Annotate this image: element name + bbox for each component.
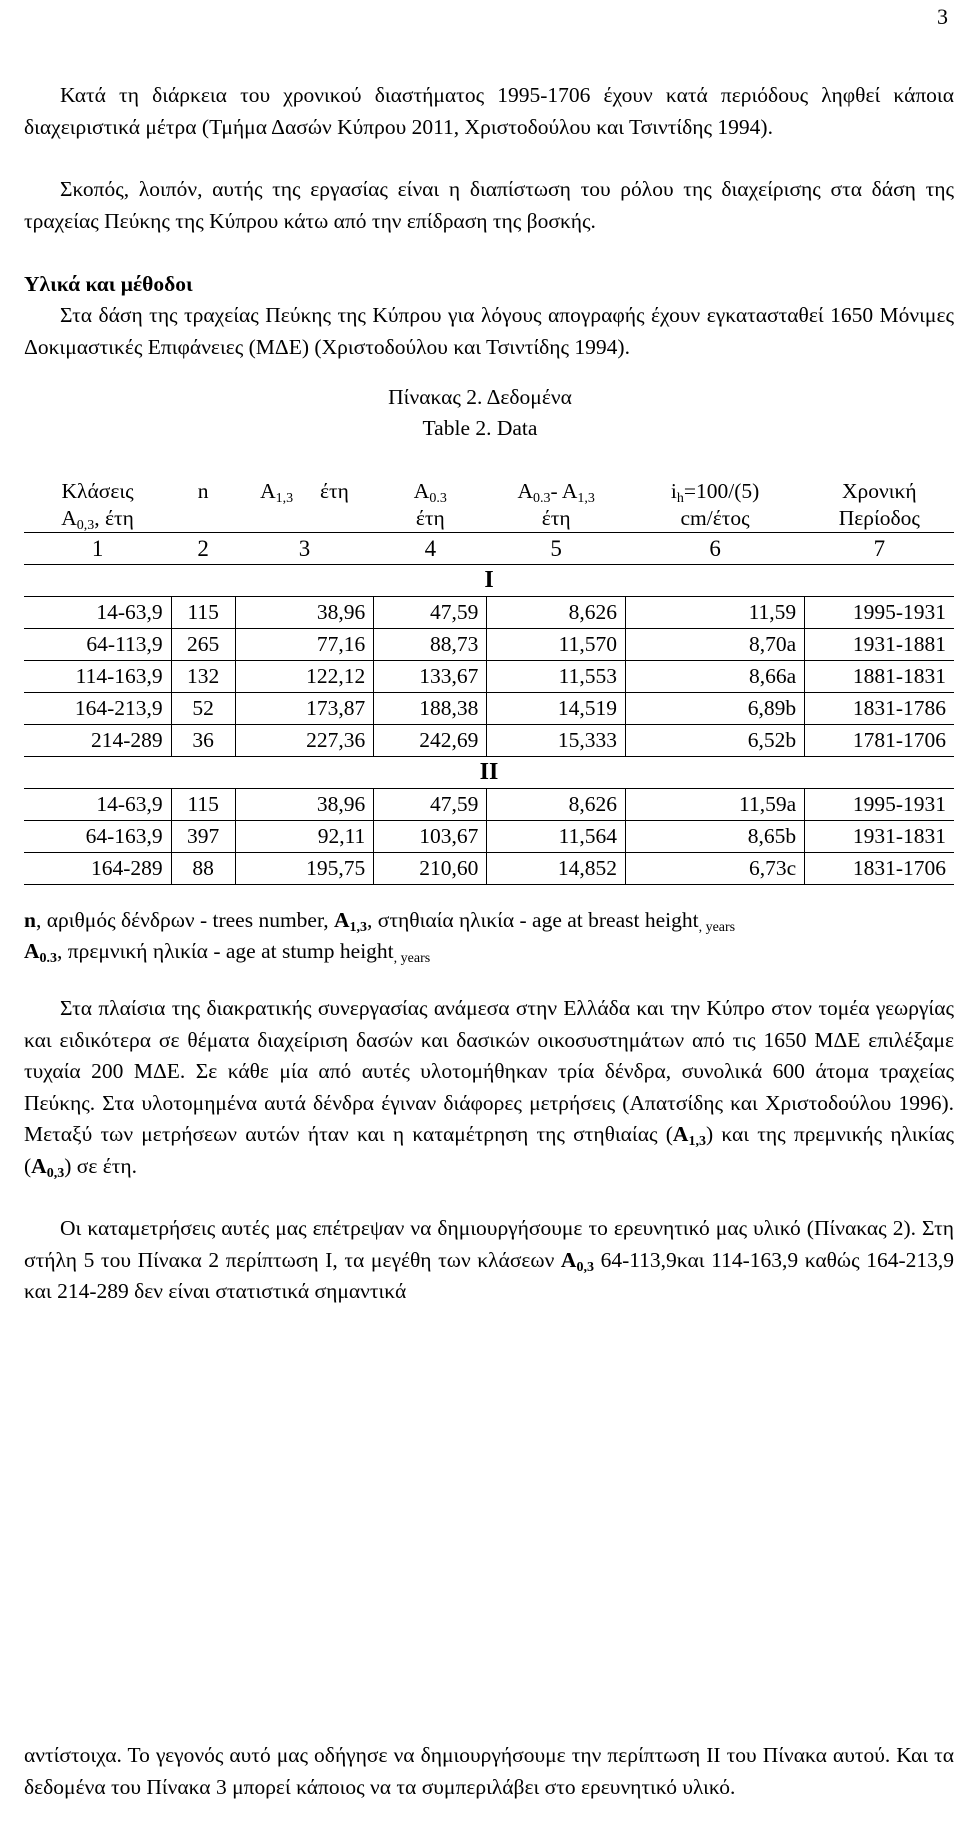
table-cell: 6,52b bbox=[625, 725, 804, 757]
intro-text-1: Κατά τη διάρκεια του χρονικού διαστήματος 1995-1706 έχουν κατά περιόδους ληφθεί κάποια διαχειριστικά μέτρα (Τμήμα Δασών Κύπρου 2011, Χριστοδούλου και Τσιντίδης 1994). bbox=[24, 83, 954, 139]
table-cell: 1781-1706 bbox=[805, 725, 954, 757]
table-header-row bbox=[24, 478, 954, 533]
table-cell: 52 bbox=[171, 693, 235, 725]
intro-paragraph-1 bbox=[24, 80, 954, 143]
table-row bbox=[24, 789, 954, 821]
table-cell: 47,59 bbox=[374, 597, 487, 629]
section-label: I bbox=[24, 565, 954, 597]
table-notes bbox=[24, 905, 735, 967]
table-row bbox=[24, 629, 954, 661]
table-cell: 11,59 bbox=[625, 597, 804, 629]
table-cell: 173,87 bbox=[235, 693, 374, 725]
table-cell: 6,73c bbox=[625, 853, 804, 885]
column-number: 2 bbox=[171, 533, 235, 565]
table-cell: 14-63,9 bbox=[24, 789, 171, 821]
table-cell: 1931-1831 bbox=[805, 821, 954, 853]
table-cell: 6,89b bbox=[625, 693, 804, 725]
table-row bbox=[24, 693, 954, 725]
table-row bbox=[24, 597, 954, 629]
body-paragraph-4: Οι καταμετρήσεις αυτές μας επέτρεψαν να δημιουργήσουμε το ερευνητικό μας υλικό (Πίνακας 2). Στη στήλη 5 του Πίνακα 2 περίπτωση Ι, τα μεγέθη των κλάσεων $A_{0,3}$ 64-113,9και 114-163,9 καθώς 164-213,9 και 214-289 δεν είναι στατιστικά σημαντικά bbox=[24, 1216, 954, 1303]
table-cell: 133,67 bbox=[374, 661, 487, 693]
header-classes: Κλάσεις $A_{0,3}$, έτη bbox=[61, 479, 134, 533]
body-paragraph-3: Στα πλαίσια της διακρατικής συνεργασίας ανάμεσα στην Ελλάδα και την Κύπρο στον τομέα γεωργίας και ειδικότερα σε θέματα διαχείριση δασών και δασικών οικοσυστημάτων από τις 1650 ΜΔΕ επιλέξαμε τυχαία 200 ΜΔΕ. Σε κάθε μία από αυτές υλοτομήθηκαν τρία δένδρα, συνολικά 600 άτομα τραχείας Πεύκης. Στα υλοτομημένα αυτά δένδρα έγιναν διάφορες μετρήσεις (Απατσίδης και Χριστοδούλου 1996). Μεταξύ των μετρήσεων αυτών ήταν και η καταμέτρηση της στηθιαίας $(A_{1,3})$ και της πρεμνικής ηλικίας $(A_{0,3})$ σε έτη. bbox=[24, 996, 954, 1181]
table-cell: 227,36 bbox=[235, 725, 374, 757]
header-n: n bbox=[197, 479, 209, 503]
table-cell: 103,67 bbox=[374, 821, 487, 853]
column-number: 3 bbox=[235, 533, 374, 565]
header-a03: $A_{0.3}$ έτη bbox=[413, 479, 447, 530]
table-cell: 164-289 bbox=[24, 853, 171, 885]
table-cell: 1831-1706 bbox=[805, 853, 954, 885]
table-cell: 1931-1881 bbox=[805, 629, 954, 661]
table-cell: 14,519 bbox=[487, 693, 626, 725]
table-caption-greek: Πίνακας 2. Δεδομένα bbox=[388, 385, 572, 409]
table-cell: 15,333 bbox=[487, 725, 626, 757]
table-cell: 8,65b bbox=[625, 821, 804, 853]
table-cell: 164-213,9 bbox=[24, 693, 171, 725]
intro-paragraph-2 bbox=[24, 174, 954, 237]
table-cell: 115 bbox=[171, 597, 235, 629]
table-cell: 36 bbox=[171, 725, 235, 757]
table-cell: 38,96 bbox=[235, 597, 374, 629]
table-cell: 88 bbox=[171, 853, 235, 885]
table-cell: 242,69 bbox=[374, 725, 487, 757]
methods-text: Στα δάση της τραχείας Πεύκης της Κύπρου για λόγους απογραφής έχουν εγκατασταθεί 1650 Μόνιμες Δοκιμαστικές Επιφάνειες (ΜΔΕ) (Χριστοδούλου και Τσιντίδης 1994). bbox=[24, 303, 954, 359]
table-cell: 8,66a bbox=[625, 661, 804, 693]
table-cell: 11,553 bbox=[487, 661, 626, 693]
table-cell: 122,12 bbox=[235, 661, 374, 693]
table-cell: 77,16 bbox=[235, 629, 374, 661]
header-a13: $A_{1,3}$ έτη bbox=[260, 479, 349, 506]
table-cell: 1995-1931 bbox=[805, 597, 954, 629]
table-cell: 64-113,9 bbox=[24, 629, 171, 661]
table-cell: 47,59 bbox=[374, 789, 487, 821]
column-number: 5 bbox=[487, 533, 626, 565]
table-cell: 115 bbox=[171, 789, 235, 821]
section-2-body bbox=[24, 789, 954, 885]
table-row bbox=[24, 853, 954, 885]
column-number: 4 bbox=[374, 533, 487, 565]
table-cell: 8,626 bbox=[487, 789, 626, 821]
table-cell: 11,570 bbox=[487, 629, 626, 661]
header-period: Χρονική Περίοδος bbox=[838, 479, 920, 530]
table-cell: 88,73 bbox=[374, 629, 487, 661]
table-cell: 8,626 bbox=[487, 597, 626, 629]
table-row bbox=[24, 821, 954, 853]
section-row-1 bbox=[24, 565, 954, 597]
page-number: 3 bbox=[937, 4, 948, 29]
table-cell: 1881-1831 bbox=[805, 661, 954, 693]
table-cell: 14-63,9 bbox=[24, 597, 171, 629]
table-cell: 210,60 bbox=[374, 853, 487, 885]
section-heading: Υλικά και μέθοδοι bbox=[24, 272, 193, 296]
table-cell: 188,38 bbox=[374, 693, 487, 725]
table-cell: 195,75 bbox=[235, 853, 374, 885]
intro-text-2: Σκοπός, λοιπόν, αυτής της εργασίας είναι η διαπίστωση του ρόλου της διαχείρισης στα δάση της τραχείας Πεύκης της Κύπρου κάτω από την επίδραση της βοσκής. bbox=[24, 177, 954, 233]
column-number: 6 bbox=[625, 533, 804, 565]
column-number: 1 bbox=[24, 533, 171, 565]
table-note-2: $A_{0.3}$, πρεμνική ηλικία - age at stump height$_{, years}$ bbox=[24, 939, 431, 966]
methods-paragraph bbox=[24, 300, 954, 363]
body-paragraph-5: αντίστοιχα. Το γεγονός αυτό μας οδήγησε να δημιουργήσουμε την περίπτωση ΙΙ του Πίνακα αυτού. Και τα δεδομένα του Πίνακα 3 μπορεί κάποιος να τα συμπεριλάβει στο ερευνητικό υλικό. bbox=[24, 1743, 954, 1799]
table-cell: 8,70a bbox=[625, 629, 804, 661]
table-cell: 265 bbox=[171, 629, 235, 661]
table-cell: 214-289 bbox=[24, 725, 171, 757]
table-cell: 64-163,9 bbox=[24, 821, 171, 853]
column-number-row bbox=[24, 533, 954, 565]
table-cell: 92,11 bbox=[235, 821, 374, 853]
section-label: II bbox=[24, 757, 954, 789]
table-row bbox=[24, 661, 954, 693]
header-a03-minus-a13: $A_{0.3}-$ $A_{1,3}$ έτη bbox=[517, 479, 595, 530]
table-row bbox=[24, 725, 954, 757]
column-number: 7 bbox=[805, 533, 954, 565]
table-cell: 11,59a bbox=[625, 789, 804, 821]
table-cell: 1831-1786 bbox=[805, 693, 954, 725]
table-cell: 132 bbox=[171, 661, 235, 693]
table-cell: 397 bbox=[171, 821, 235, 853]
table-cell: 38,96 bbox=[235, 789, 374, 821]
table-caption-english: Table 2. Data bbox=[422, 416, 538, 440]
data-table bbox=[24, 478, 954, 885]
section-1-body bbox=[24, 597, 954, 757]
header-ih: $i_h=100/(5)$ cm/έτος bbox=[670, 479, 760, 530]
section-row-2 bbox=[24, 757, 954, 789]
table-cell: 1995-1931 bbox=[805, 789, 954, 821]
table-cell: 114-163,9 bbox=[24, 661, 171, 693]
table-note-1: n, αριθμός δένδρων - trees number, $A_{1,3}$, στηθιαία ηλικία - age at breast height$_{, years}$ bbox=[24, 908, 736, 935]
table-cell: 14,852 bbox=[487, 853, 626, 885]
table-cell: 11,564 bbox=[487, 821, 626, 853]
